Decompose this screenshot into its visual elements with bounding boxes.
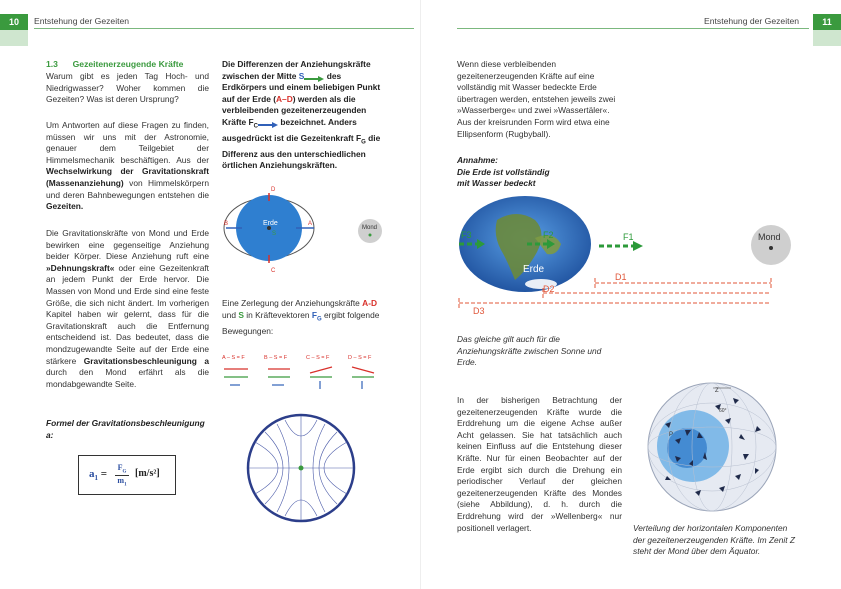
formula-box [78,455,176,495]
header-rule-left [34,28,414,29]
fig1-label-d: D [271,187,276,193]
astronomy-paragraph: Um Antworten auf diese Fragen zu finden, müssen wir uns mit der Astronomie, genauer dem Teilgebiet der Himmelsmechanik beschäftigen. Aus der Wechselwirkung der Gravitationskraft (Massenanziehung) von Himmelskörpern und deren Bahnbewegungen entstehen die Gezeiten. [46,120,209,212]
force-distribution-globe [645,380,780,515]
formula-lhs: $a_1$ = [89,468,108,483]
header-rule-right [457,28,809,29]
fig2-label-f2: F2 [543,230,554,240]
vector-label-d: D – S = F [348,355,372,361]
page-tab-strip-left [0,30,28,46]
fig1-label-b: B [224,221,229,227]
assumption-block: Annahme: Die Erde ist vollständig mit Wasser bedeckt [457,155,550,189]
globe-label-p: P [669,432,674,438]
section-title: Gezeitenerzeugende Kräfte [72,59,184,69]
decomposition-paragraph: Eine Zerlegung der Anziehungskräfte A-D und S in Kräftevektoren $F_G$ ergibt folgende Bewegungen: [222,298,380,336]
sun-earth-caption: Das gleiche gilt auch für die Anziehungskräfte zwischen Sonne und Erde. [457,334,602,368]
vector-decomposition [222,355,392,395]
vector-label-b: B – S = F [264,355,288,361]
blue-arrow-icon [258,122,278,128]
fig2-moon-disk [751,225,791,265]
fig2-label-d1: D1 [615,272,627,282]
page-tab-strip-right [813,30,841,46]
differences-paragraph: Die Differenzen der Anziehungskräfte zwischen der Mitte S des Erdkörpers und einem beliebigen Punkt auf der Erde (A–D) werden als die verbleibenden gezeitenerzeugenden Kräfte $F_C$ bezeichnet. Anders ausgedrückt ist die Gezeitenkraft $F_G$ die Differenz aus den unterschiedlichen örtlichen Anziehungskräften. [222,59,381,171]
running-head-left: Entstehung der Gezeiten [34,16,130,26]
globe-label-z: Z [715,388,719,394]
fig2-earth-label: Erde [523,264,545,275]
globe-label-60: 60° [719,408,727,414]
fig2-label-f3: F3 [461,230,472,240]
green-arrow-icon [304,76,324,82]
fig2-label-f1: F1 [623,232,634,242]
fig2-label-d2: D2 [543,284,555,294]
formula-caption: Formel der Gravitationsbeschleunigung a: [46,418,205,440]
fig2-label-d3: D3 [473,306,485,316]
formula-unit: [m/s²] [135,468,160,479]
earth-moon-diagram [222,185,392,275]
page-number-right: 11 [813,14,841,30]
section-heading [46,59,183,71]
fig1-moon-label: Mond [362,225,378,231]
vector-arrows [222,363,392,395]
vector-label-c: C – S = F [306,355,330,361]
water-mountains-paragraph: Wenn diese verbleibenden gezeitenerzeugenden Kräfte auf eine vollständig mit Wasser bedeckte Erde übertragen werden, entstehen jeweils zwei »Wasserberge« und zwei »Wassertäler«. Aus der kreisrunden Form wird etwa eine Ellipsenform (Rugbyball). [457,59,616,139]
page-number-left: 10 [0,14,28,30]
fig1-label-c: C [271,268,276,274]
vector-label-a: A – S = F [222,355,245,361]
fig2-moon-label: Mond [758,232,781,242]
page-gutter [420,0,421,589]
globe-caption: Verteilung der horizontalen Komponenten der gezeitenerzeugenden Kräfte. Im Zenit Z steht der Mond über dem Äquator. [633,523,796,557]
formula-fraction: $F_G$ $m_1$ [115,463,129,487]
fig1-earth-label: Erde [263,220,278,227]
intro-paragraph: Warum gibt es jeden Tag Hoch- und Niedrigwasser? Woher kommen die Gezeiten? Was ist deren Ursprung? [46,71,209,105]
earth-water-diagram [457,190,817,320]
gravitation-paragraph: Die Gravitationskräfte von Mond und Erde bewirken eine gegenseitige Anziehung beider Körper. Diese Anziehung ruft eine »Dehnungskraft« oder eine Gezeitenkraft an jedem Punkt der Erde hervor. Die Massen von Mond und Erde sind eine feste Größe, die sich nicht ändert. Im vorherigen Kapitel haben wir gelernt, dass für die Gravitationskraft auch die Entfernung entscheidend ist. Das bedeutet, dass die mondzugewandte Seite auf der Erde eine stärkere Gravitationsbeschleunigung a durch den Mond erfährt als die mondabgewandte Seite. [46,228,210,389]
section-number: 1.3 [46,59,58,69]
moon-disk [358,219,382,243]
fig1-label-a: A [308,221,313,227]
tidal-field-diagram [245,412,357,524]
running-head-right: Entstehung der Gezeiten [704,16,800,26]
earth-rotation-paragraph: In der bisherigen Betrachtung der gezeitenerzeugenden Kräfte wurde die Erddrehung um die eigene Achse außer Acht gelassen. Sie hat tatsächlich auch keinen Einfluss auf die Entstehung dieser Kräfte. Nur für einen Beobachter auf der Erde ergibt sich durch die Drehung ein periodischer Verlauf der gleichen gezeitenerzeugenden Kräfte des Mondes (siehe Abbildung), d. h. durch die Erddrehung wird der »Wellenberg« nur positionell verlagert. [457,395,622,533]
fig1-label-s: S [272,231,277,237]
